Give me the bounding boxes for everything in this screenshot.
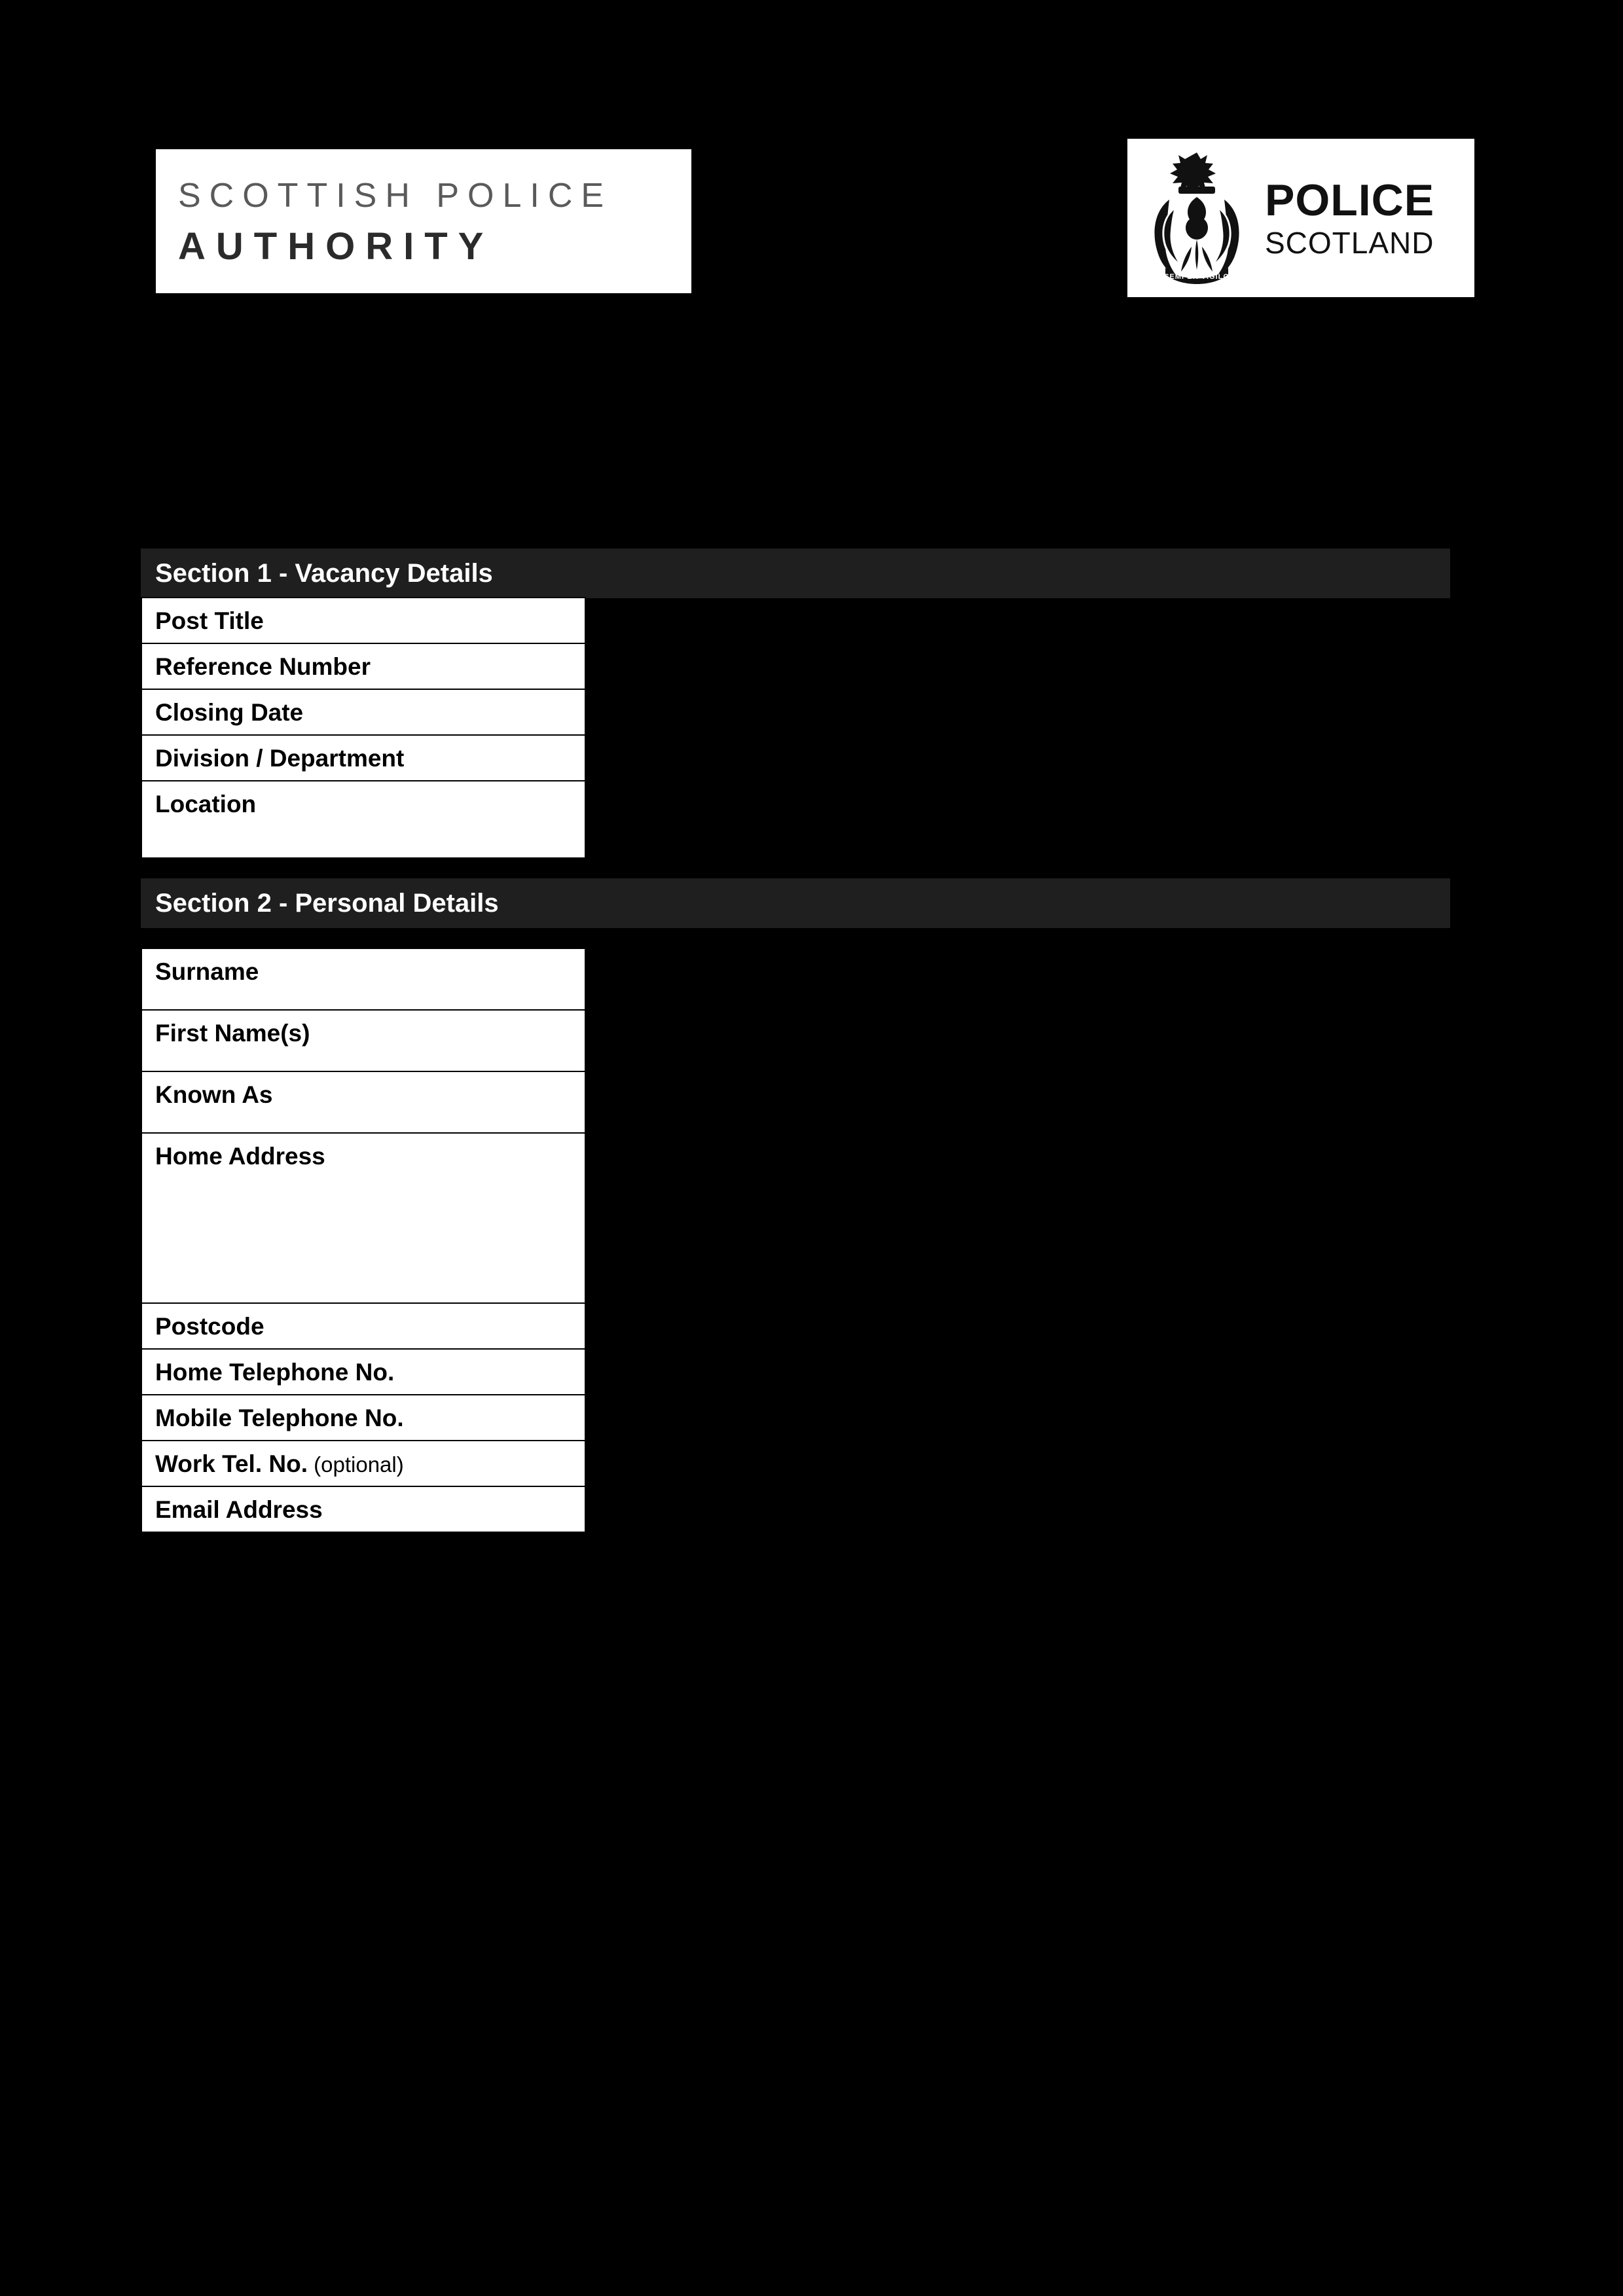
field-row-surname[interactable] bbox=[141, 948, 586, 1011]
field-label-known-as: Known As bbox=[155, 1081, 273, 1108]
field-row-home-telephone[interactable] bbox=[141, 1348, 586, 1395]
spa-logo-line-1: SCOTTISH POLICE bbox=[178, 176, 613, 215]
field-label-surname: Surname bbox=[155, 958, 259, 985]
field-row-known-as[interactable] bbox=[141, 1071, 586, 1134]
field-row-first-names[interactable] bbox=[141, 1009, 586, 1072]
section-header-personal-details: Section 2 - Personal Details bbox=[141, 878, 1450, 928]
logo-band bbox=[0, 0, 1623, 340]
field-row-closing-date[interactable] bbox=[141, 689, 586, 736]
field-label-closing-date: Closing Date bbox=[155, 699, 304, 726]
section-spacer bbox=[141, 859, 1450, 878]
section-header-spacer bbox=[141, 928, 1450, 949]
field-row-mobile-telephone[interactable] bbox=[141, 1394, 586, 1441]
field-row-reference-number[interactable] bbox=[141, 643, 586, 690]
field-label-reference-number: Reference Number bbox=[155, 653, 371, 680]
field-label-email-address: Email Address bbox=[155, 1496, 323, 1523]
field-row-home-address[interactable] bbox=[141, 1132, 586, 1304]
field-label-work-telephone-optional: (optional) bbox=[307, 1452, 404, 1477]
police-scotland-word-police: POLICE bbox=[1265, 175, 1435, 225]
field-label-home-address: Home Address bbox=[155, 1143, 325, 1170]
application-form bbox=[141, 548, 1450, 1533]
svg-text:SEMPER VIGILO: SEMPER VIGILO bbox=[1164, 273, 1230, 281]
field-row-postcode[interactable] bbox=[141, 1302, 586, 1350]
spa-logo-line-2: AUTHORITY bbox=[178, 224, 494, 268]
field-label-postcode: Postcode bbox=[155, 1313, 264, 1340]
police-scotland-logo bbox=[1127, 139, 1474, 297]
police-scotland-word-scotland: SCOTLAND bbox=[1265, 226, 1434, 260]
field-row-post-title[interactable] bbox=[141, 597, 586, 644]
field-row-division-department[interactable] bbox=[141, 734, 586, 781]
field-label-location: Location bbox=[155, 791, 257, 817]
field-label-home-telephone: Home Telephone No. bbox=[155, 1359, 395, 1386]
field-label-work-telephone: Work Tel. No. bbox=[155, 1450, 308, 1477]
field-label-division-department: Division / Department bbox=[155, 745, 405, 772]
section-header-vacancy-details: Section 1 - Vacancy Details bbox=[141, 548, 1450, 598]
thistle-crest-icon bbox=[1139, 149, 1254, 287]
scottish-police-authority-logo bbox=[156, 149, 691, 293]
field-label-post-title: Post Title bbox=[155, 607, 264, 634]
field-label-mobile-telephone: Mobile Telephone No. bbox=[155, 1405, 404, 1431]
field-row-location[interactable] bbox=[141, 780, 586, 859]
field-row-email-address[interactable] bbox=[141, 1486, 586, 1533]
field-row-work-telephone[interactable] bbox=[141, 1440, 586, 1487]
field-label-first-names: First Name(s) bbox=[155, 1020, 310, 1047]
police-scotland-wordmark bbox=[1265, 175, 1435, 260]
